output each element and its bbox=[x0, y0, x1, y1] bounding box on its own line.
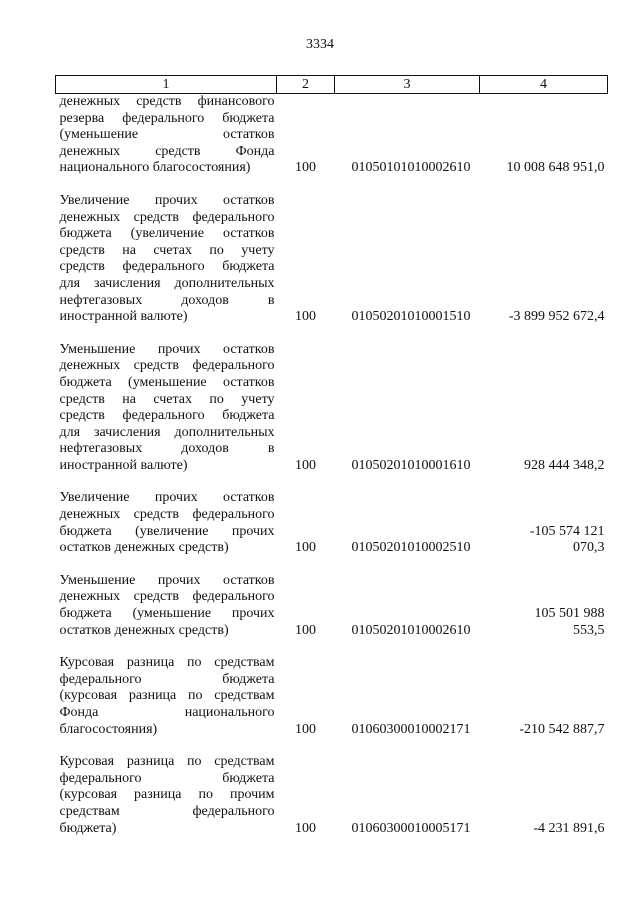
table-row bbox=[56, 738, 608, 837]
row-account-code: 01050101010002610 bbox=[351, 160, 471, 176]
row-name-line: Курсовая разница по средствам bbox=[59, 655, 275, 671]
row-name-line: Фонда национального bbox=[59, 705, 275, 720]
row-name-line: бюджета (увеличение прочих bbox=[59, 523, 275, 539]
row-amount bbox=[480, 474, 608, 556]
row-code: 100 bbox=[295, 457, 316, 473]
row-name-line: резерва федерального бюджета bbox=[59, 110, 275, 126]
row-amount bbox=[480, 738, 608, 837]
row-name-line: средствам федерального bbox=[59, 803, 275, 819]
table-row bbox=[56, 94, 608, 177]
row-name-line: иностранной валюте) bbox=[59, 309, 188, 325]
table-row bbox=[56, 326, 608, 475]
row-name-line: нефтегазовых доходов в bbox=[59, 292, 275, 308]
row-name-line: для зачисления дополнительных bbox=[59, 424, 275, 440]
table-row bbox=[56, 474, 608, 556]
row-name bbox=[56, 177, 277, 326]
row-name-line: нефтегазовых доходов в bbox=[59, 441, 275, 457]
row-name-line: Уменьшение прочих остатков bbox=[59, 341, 275, 357]
row-account-code: 01050201010001510 bbox=[351, 309, 471, 325]
table-header bbox=[56, 76, 608, 94]
column-header-3: 3 bbox=[335, 76, 480, 94]
row-name-line: Увеличение прочих остатков bbox=[59, 490, 275, 506]
row-account-code: 01050201010002510 bbox=[351, 540, 471, 556]
row-amount bbox=[480, 326, 608, 475]
row-name-line: денежных средств Фонда bbox=[59, 143, 275, 159]
row-code: 100 bbox=[295, 540, 316, 556]
row-code: 100 bbox=[295, 820, 316, 836]
row-name-line: иностранной валюте) bbox=[59, 457, 188, 473]
budget-sources-table bbox=[55, 75, 608, 837]
table-row bbox=[56, 177, 608, 326]
row-code: 100 bbox=[295, 160, 316, 176]
row-name-line: денежных средств федерального bbox=[59, 589, 275, 605]
row-amount-line: 070,3 bbox=[573, 540, 605, 556]
column-header-4: 4 bbox=[480, 76, 608, 94]
row-amount bbox=[480, 94, 608, 177]
row-name-line: денежных средств федерального bbox=[59, 507, 275, 523]
row-name bbox=[56, 94, 277, 177]
row-name-line: (курсовая разница по средствам bbox=[59, 688, 275, 704]
row-name-line: бюджета (уменьшение остатков bbox=[59, 374, 275, 390]
row-amount bbox=[480, 639, 608, 738]
row-code: 100 bbox=[295, 309, 316, 325]
row-name-line: денежных средств федерального bbox=[59, 358, 275, 374]
row-name bbox=[56, 326, 277, 475]
row-amount bbox=[480, 557, 608, 639]
row-name-line: национального благосостояния) bbox=[59, 160, 251, 176]
row-name bbox=[56, 639, 277, 738]
row-name-line: бюджета (уменьшение прочих bbox=[59, 606, 275, 622]
row-name-line: (курсовая разница по прочим bbox=[59, 787, 275, 803]
column-header-2: 2 bbox=[277, 76, 335, 94]
row-account-code: 01060300010002171 bbox=[351, 721, 471, 737]
row-name bbox=[56, 738, 277, 837]
row-name-line: средств на счетах по учету bbox=[59, 391, 275, 407]
row-name-line: денежных средств федерального bbox=[59, 209, 275, 225]
row-name-line: для зачисления дополнительных bbox=[59, 275, 275, 291]
page-number: 3334 bbox=[306, 37, 334, 52]
row-amount-line: -105 574 121 bbox=[529, 523, 605, 539]
row-account-code: 01050201010002610 bbox=[351, 622, 471, 638]
row-name-line: федерального бюджета bbox=[59, 671, 275, 687]
row-name-line: федерального бюджета bbox=[59, 770, 275, 786]
row-name-line: Уменьшение прочих остатков bbox=[59, 572, 275, 588]
row-amount-line: 553,5 bbox=[573, 622, 605, 638]
row-account-code: 01050201010001610 bbox=[351, 457, 471, 473]
row-name-line: благосостояния) bbox=[59, 721, 158, 737]
row-name-line: бюджета) bbox=[59, 820, 117, 836]
row-name-line: остатков денежных средств) bbox=[59, 622, 229, 638]
row-name-line: средств на счетах по учету bbox=[59, 242, 275, 258]
row-name-line: Курсовая разница по средствам bbox=[59, 754, 275, 770]
row-account-code: 01060300010005171 bbox=[351, 820, 471, 836]
row-amount-line: -3 899 952 672,4 bbox=[508, 309, 605, 325]
row-code: 100 bbox=[295, 721, 316, 737]
row-amount-line: -4 231 891,6 bbox=[533, 820, 605, 836]
row-name-line: средств федерального бюджета bbox=[59, 259, 275, 275]
row-amount-line: -210 542 887,7 bbox=[519, 721, 605, 737]
row-name-line: бюджета (увеличение остатков bbox=[59, 226, 275, 242]
row-amount bbox=[480, 177, 608, 326]
row-amount-line: 928 444 348,2 bbox=[524, 457, 605, 473]
row-name-line: остатков денежных средств) bbox=[59, 540, 229, 556]
row-amount-line: 105 501 988 bbox=[534, 606, 605, 622]
table-body bbox=[56, 94, 608, 838]
row-name-line: Увеличение прочих остатков bbox=[59, 192, 275, 208]
row-name bbox=[56, 557, 277, 639]
table-row bbox=[56, 639, 608, 738]
table-row bbox=[56, 557, 608, 639]
row-name-line: (уменьшение остатков bbox=[59, 127, 275, 143]
row-code: 100 bbox=[295, 622, 316, 638]
row-name-line: денежных средств финансового bbox=[59, 94, 275, 109]
row-name bbox=[56, 474, 277, 556]
row-amount-line: 10 008 648 951,0 bbox=[506, 160, 605, 176]
row-name-line: средств федерального бюджета bbox=[59, 408, 275, 424]
column-header-1: 1 bbox=[56, 76, 277, 94]
